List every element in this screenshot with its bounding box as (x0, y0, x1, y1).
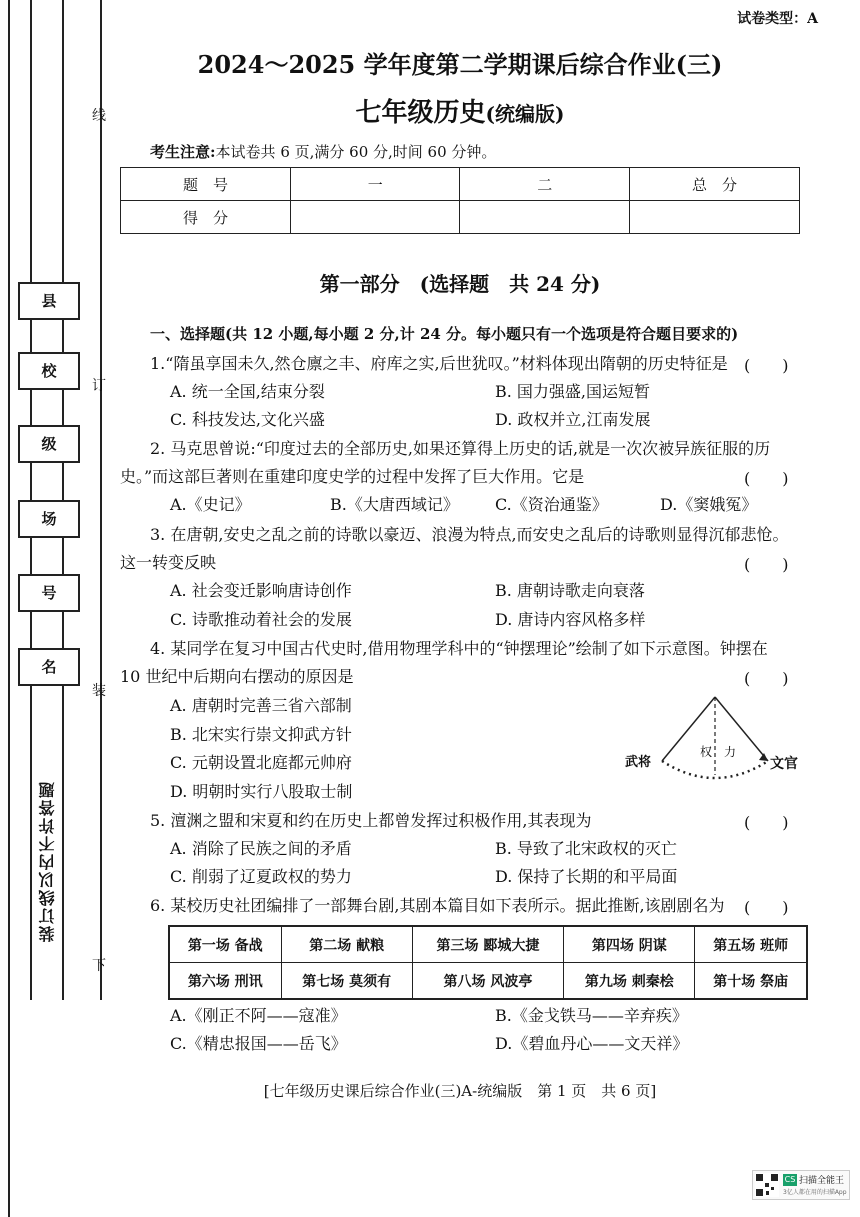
answer-paren[interactable]: ( ) (744, 669, 789, 688)
score-table-header-row (121, 168, 800, 201)
label-room: 场 (18, 500, 80, 538)
subject-name: 七年级历史 (355, 98, 486, 128)
score-cell: 总 分 (630, 168, 800, 201)
pendulum-right-string (715, 697, 768, 761)
q5-option-c[interactable]: C. 削弱了辽夏政权的势力 (170, 867, 352, 886)
label-class: 级 (18, 425, 80, 463)
exam-notice (150, 141, 496, 162)
q2-stem-cont: 史。”而这部巨著则在重建印度史学的过程中发挥了巨大作用。它是 (120, 467, 585, 486)
q3-option-c[interactable]: C. 诗歌推动着社会的发展 (170, 610, 352, 629)
q3-option-a[interactable]: A. 社会变迁影响唐诗创作 (170, 581, 352, 600)
notice-text: 本试卷共 6 页,满分 60 分,时间 60 分钟。 (215, 143, 497, 161)
q2-option-b[interactable]: B.《大唐西域记》 (330, 495, 459, 514)
score-input-cell[interactable] (630, 201, 800, 234)
q5-option-b[interactable]: B. 导致了北宋政权的灭亡 (495, 839, 677, 858)
label-school: 校 (18, 352, 80, 390)
q4-option-c[interactable]: C. 元朝设置北庭都元帅府 (170, 753, 352, 772)
pendulum-diagram (620, 695, 820, 795)
answer-paren[interactable]: ( ) (744, 898, 789, 917)
q1-option-c[interactable]: C. 科技发达,文化兴盛 (170, 410, 325, 429)
q6-option-d[interactable]: D.《碧血丹心——文天祥》 (495, 1034, 689, 1053)
diagram-label-li: 力 (724, 745, 737, 759)
camscanner-logo-icon: CS (784, 1175, 796, 1184)
label-county: 县 (18, 282, 80, 320)
edition-name: (统编版) (485, 102, 565, 126)
label-name: 名 (18, 648, 80, 686)
q4-stem-cont: 10 世纪中后期向右摆动的原因是 (120, 667, 354, 686)
play-table-row (169, 926, 807, 963)
page-footer: [七年级历史课后综合作业(三)A-统编版 第 1 页 共 6 页] (263, 1082, 657, 1100)
play-cell: 第二场 献粮 (281, 926, 412, 963)
answer-paren[interactable]: ( ) (744, 469, 789, 488)
label-number: 号 (18, 574, 80, 612)
q2-option-a[interactable]: A.《史记》 (170, 495, 251, 514)
binding-char-xian: 线 (92, 108, 106, 124)
q1-stem: 1.“隋虽享国未久,然仓廪之丰、府库之实,后世犹叹。”材料体现出隋朝的历史特征是 (150, 354, 728, 373)
qr-code-icon (755, 1173, 779, 1197)
q2-option-c[interactable]: C.《资治通鉴》 (495, 495, 608, 514)
q6-stem: 6. 某校历史社团编排了一部舞台剧,其剧本篇目如下表所示。据此推断,该剧剧名为 (150, 896, 725, 915)
play-cell: 第六场 刑讯 (169, 963, 281, 1000)
diagram-label-left: 武将 (625, 755, 652, 770)
q1-option-b[interactable]: B. 国力强盛,国运短暂 (495, 382, 651, 401)
q4-option-a[interactable]: A. 唐朝时完善三省六部制 (170, 696, 352, 715)
play-cell: 第三场 郾城大捷 (412, 926, 563, 963)
score-cell: 二 (460, 168, 630, 201)
play-cell: 第五场 班师 (695, 926, 807, 963)
exam-subtitle (0, 92, 860, 129)
watermark-name: 扫描全能王 (799, 1176, 845, 1186)
score-table (120, 167, 800, 234)
pendulum-svg (620, 695, 820, 795)
arrow-right-icon (759, 753, 768, 761)
play-cell: 第七场 莫须有 (281, 963, 412, 1000)
score-cell: 得 分 (121, 201, 291, 234)
diagram-label-quan: 权 (700, 745, 713, 759)
q5-option-a[interactable]: A. 消除了民族之间的矛盾 (170, 839, 352, 858)
q1-option-d[interactable]: D. 政权并立,江南发展 (495, 410, 651, 429)
play-cell: 第十场 祭庙 (695, 963, 807, 1000)
q3-option-b[interactable]: B. 唐朝诗歌走向衰落 (495, 581, 645, 600)
binding-char-xia: 下 (92, 958, 106, 974)
exam-title: 2024～2025 学年度第二学期课后综合作业(三) (197, 50, 723, 79)
play-cell: 第四场 阴谋 (564, 926, 695, 963)
binding-char-ding: 订 (92, 378, 106, 394)
play-cell: 第九场 刺秦桧 (564, 963, 695, 1000)
answer-paren[interactable]: ( ) (744, 813, 789, 832)
q2-option-d[interactable]: D.《窦娥冤》 (660, 495, 758, 514)
q4-stem: 4. 某同学在复习中国古代史时,借用物理学科中的“钟摆理论”绘制了如下示意图。钟摆在 (150, 639, 768, 658)
play-table-row (169, 963, 807, 1000)
q6-option-b[interactable]: B.《金戈铁马——辛弃疾》 (495, 1006, 688, 1025)
answer-paren[interactable]: ( ) (744, 555, 789, 574)
watermark-sub: 3亿人都在用的扫描App (783, 1189, 847, 1196)
q4-option-d[interactable]: D. 明朝时实行八股取士制 (170, 782, 353, 801)
play-cell: 第一场 备战 (169, 926, 281, 963)
q6-option-c[interactable]: C.《精忠报国——岳飞》 (170, 1034, 347, 1053)
scanner-watermark (752, 1170, 850, 1200)
q5-stem: 5. 澶渊之盟和宋夏和约在历史上都曾发挥过积极作用,其表现为 (150, 811, 592, 830)
answer-paren[interactable]: ( ) (744, 356, 789, 375)
q3-stem-cont: 这一转变反映 (120, 553, 217, 572)
score-input-cell[interactable] (290, 201, 460, 234)
notice-label: 考生注意: (150, 143, 216, 161)
part1-instructions: 一、选择题(共 12 小题,每小题 2 分,计 24 分。每小题只有一个选项是符合题目要求的) (150, 325, 739, 343)
q3-option-d[interactable]: D. 唐诗内容风格多样 (495, 610, 646, 629)
part1-title: 第一部分 (选择题 共 24 分) (319, 272, 601, 296)
score-cell: 一 (290, 168, 460, 201)
q1-option-a[interactable]: A. 统一全国,结束分裂 (170, 382, 325, 401)
score-table-row (121, 201, 800, 234)
play-table (168, 925, 808, 1000)
q5-option-d[interactable]: D. 保持了长期的和平局面 (495, 867, 678, 886)
binding-warning: 装订线以内不许答题 (38, 780, 57, 942)
binding-char-zhuang: 装 (92, 683, 106, 699)
q6-option-a[interactable]: A.《刚正不阿——寇准》 (170, 1006, 347, 1025)
q2-stem: 2. 马克思曾说:“印度过去的全部历史,如果还算得上历史的话,就是一次次被异族征服的历 (150, 439, 771, 458)
play-cell: 第八场 风波亭 (412, 963, 563, 1000)
score-input-cell[interactable] (460, 201, 630, 234)
score-cell: 题 号 (121, 168, 291, 201)
q3-stem: 3. 在唐朝,安史之乱之前的诗歌以豪迈、浪漫为特点,而安史之乱后的诗歌则显得沉郁悲怆。 (150, 525, 789, 544)
q4-option-b[interactable]: B. 北宋实行崇文抑武方针 (170, 725, 352, 744)
diagram-label-right: 文官 (770, 756, 798, 772)
paper-type: 试卷类型：A (737, 11, 818, 27)
